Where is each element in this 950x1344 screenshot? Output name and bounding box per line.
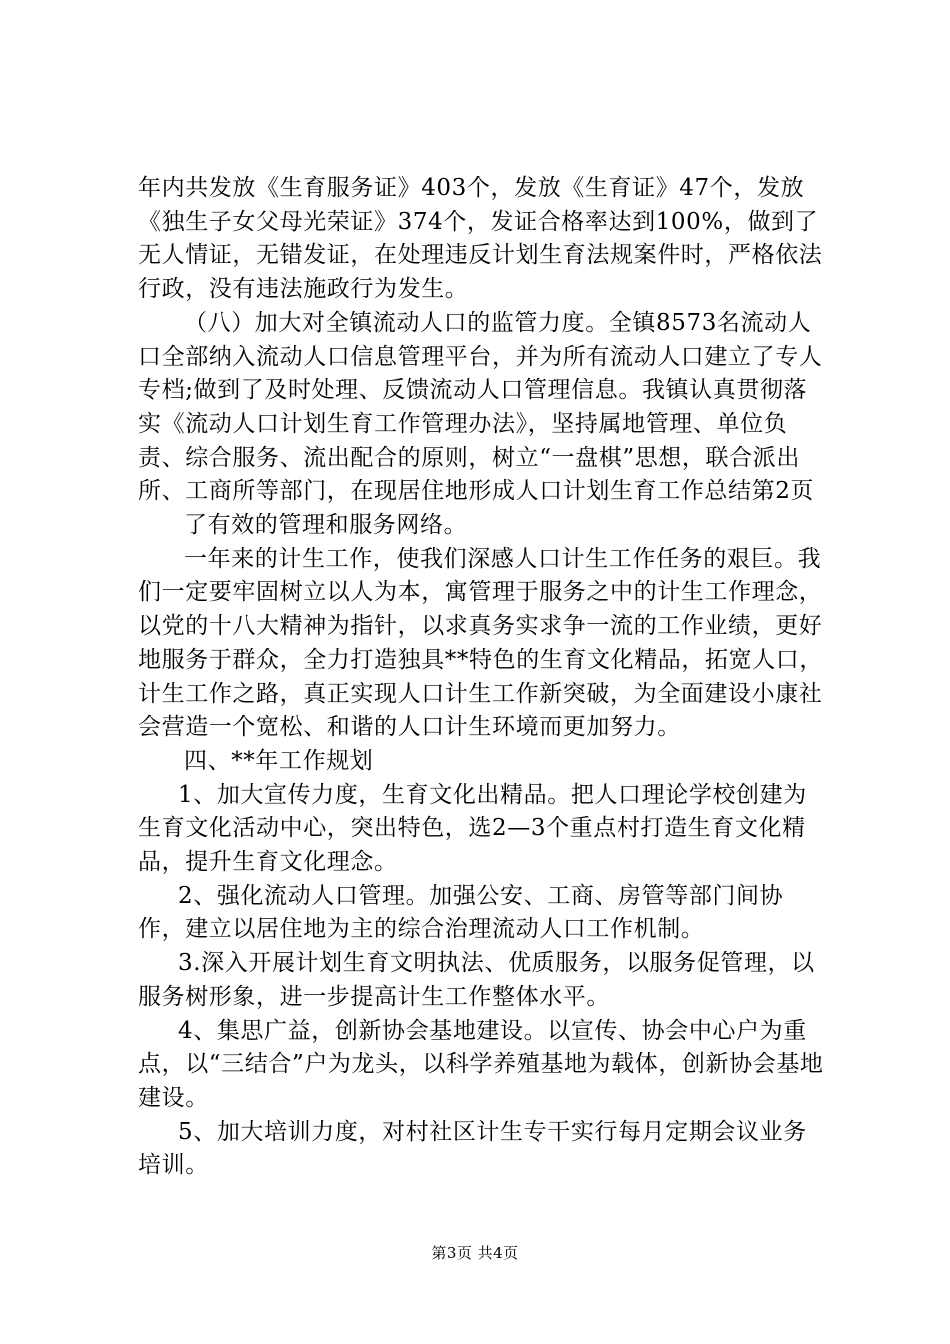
plan-item-3: 3.深入开展计划生育文明执法、优质服务，以服务促管理，以服务树形象，进一步提高计生工作整体水平。 — [138, 950, 815, 1010]
plan-item-1: 1、加大宣传力度，生育文化出精品。把人口理论学校创建为生育文化活动中心，突出特色，选2—3个重点村打造生育文化精品，提升生育文化理念。 — [138, 781, 807, 876]
paragraph-annual-summary: 一年来的计生工作，使我们深感人口计生工作任务的艰巨。我们一定要牢固树立以人为本，寓管理于服务之中的计生工作理念，以党的十八大精神为指针，以求真务实求争一流的工作业绩，更好地服务于群众，全力打造独具**特色的生育文化精品，拓宽人口，计生工作之路，真正实现人口计生工作新突破，为全面建设小康社会营造一个宽松、和谐的人口计生环境而更加努力。 — [138, 545, 823, 741]
document-body — [138, 172, 828, 1183]
paragraph-issuance-stats: 年内共发放《生育服务证》403个，发放《生育证》47个，发放《独生子女父母光荣证》374个，发证合格率达到100%，做到了无人情证，无错发证，在处理违反计划生育法规案件时，严格依法行政，没有违法施政行为发生。 — [138, 175, 823, 303]
plan-item-2: 2、强化流动人口管理。加强公安、工商、房管等部门间协作，建立以居住地为主的综合治理流动人口工作机制。 — [138, 882, 784, 943]
page-footer — [0, 1243, 950, 1263]
paragraph-network-continuation: 了有效的管理和服务网络。 — [184, 512, 468, 539]
page-number-label: 第3页 共4页 — [431, 1244, 519, 1262]
plan-item-4: 4、集思广益，创新协会基地建设。以宣传、协会中心户为重点，以“三结合”户为龙头，以科学养殖基地为载体，创新协会基地建设。 — [138, 1017, 824, 1111]
plan-item-5: 5、加大培训力度，对村社区计生专干实行每月定期会议业务培训。 — [138, 1118, 807, 1179]
paragraph-floating-population: （八）加大对全镇流动人口的监管力度。全镇8573名流动人口全部纳入流动人口信息管理平台，并为所有流动人口建立了专人专档;做到了及时处理、反馈流动人口管理信息。我镇认真贯彻落实《流动人口计划生育工作管理办法》，坚持属地管理、单位负责、综合服务、流出配合的原则，树立“一盘棋”思想，联合派出所、工商所等部门，在现居住地形成人口计划生育工作总结第2页 — [138, 309, 823, 505]
section-heading-work-plan: 四、**年工作规划 — [184, 747, 374, 774]
